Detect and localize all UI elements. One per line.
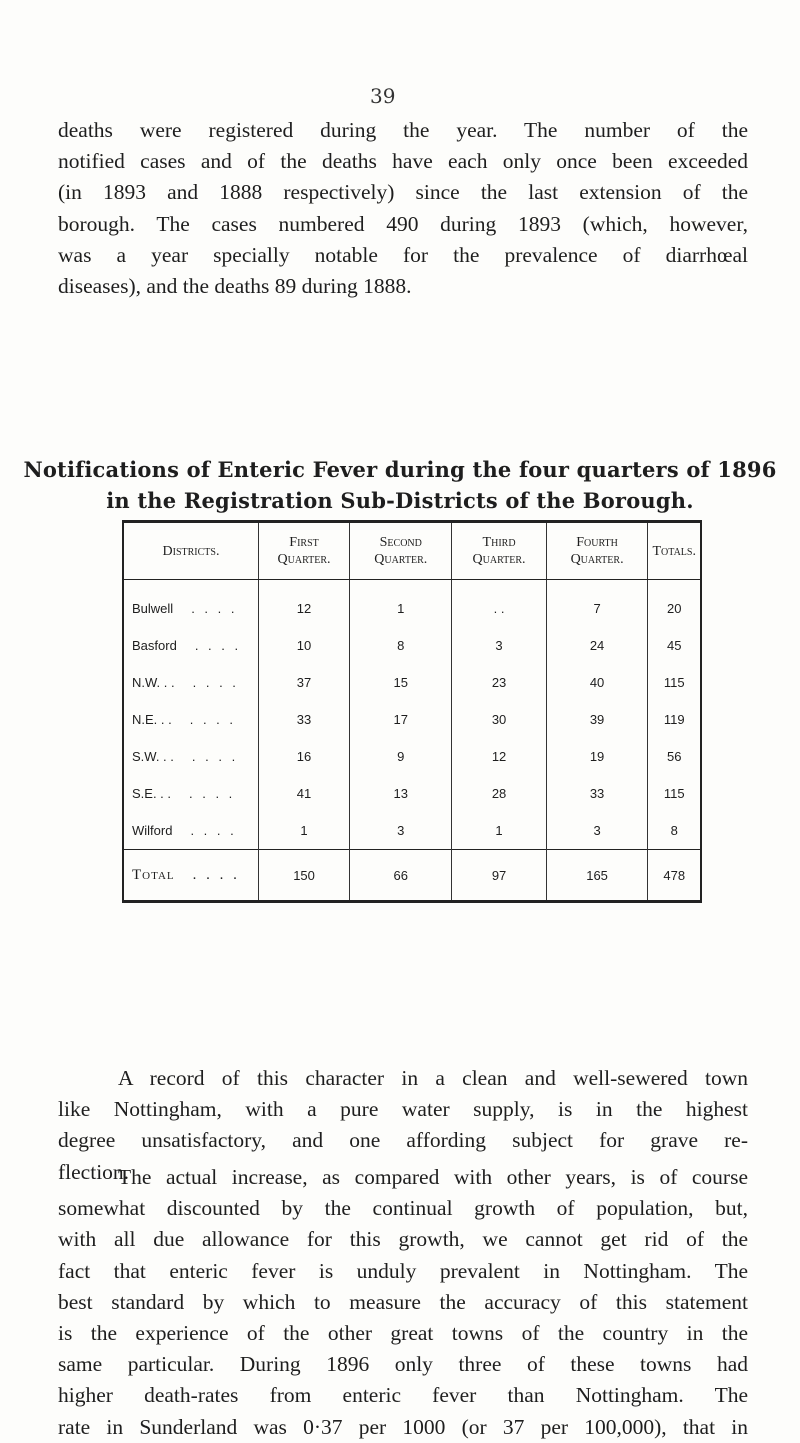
district-cell	[123, 775, 259, 812]
q2-cell: 17	[350, 701, 452, 738]
q4-cell: 33	[546, 775, 648, 812]
text-line: diseases), and the deaths 89 during 1888.	[58, 274, 412, 299]
text-line: is the experience of the other great towns of the country in the	[58, 1321, 748, 1346]
total-label-cell	[123, 850, 259, 902]
q4-cell: 3	[546, 812, 648, 850]
leader-dots: . . . .	[192, 675, 239, 690]
leader-dots: . . . .	[192, 866, 240, 883]
text-line: with all due allowance for this growth, we cannot get rid of the	[58, 1227, 748, 1252]
text-line: A record of this character in a clean and well-sewered town	[118, 1066, 748, 1090]
total-cell: 56	[648, 738, 701, 775]
q2-cell: 8	[350, 627, 452, 664]
column-header-totals: Totals.	[648, 522, 701, 580]
table-row	[123, 775, 701, 812]
district-cell	[123, 664, 259, 701]
paragraph-increase	[58, 1162, 748, 1443]
total-cell: 115	[648, 664, 701, 701]
q4-total-cell: 165	[546, 850, 648, 902]
text-line: flection.	[58, 1159, 130, 1184]
table-row	[123, 812, 701, 850]
table-title-line: Notifications of Enteric Fever during the four quarters of 1896	[23, 457, 777, 482]
q3-cell: 23	[452, 664, 546, 701]
district-name: Wilford	[132, 823, 173, 838]
total-cell: 20	[648, 580, 701, 628]
q4-cell: 7	[546, 580, 648, 628]
leader-dots: . . . .	[190, 823, 237, 838]
table-title	[0, 454, 800, 516]
text-line: higher death-rates from enteric fever than Nottingham. The	[58, 1383, 748, 1408]
leader-dots: . . . .	[191, 601, 238, 616]
text-line: like Nottingham, with a pure water supply, is in the highest	[58, 1097, 748, 1122]
table-row	[123, 627, 701, 664]
q1-total-cell: 150	[259, 850, 350, 902]
total-cell: 115	[648, 775, 701, 812]
q2-cell: 9	[350, 738, 452, 775]
total-cell: 45	[648, 627, 701, 664]
total-label: Total	[132, 866, 175, 883]
district-name: N.E. . .	[132, 712, 172, 727]
q3-cell: . .	[452, 580, 546, 628]
leader-dots: . . . .	[194, 638, 242, 653]
q1-cell: 12	[259, 580, 350, 628]
district-cell	[123, 812, 259, 850]
text-line: The actual increase, as compared with other years, is of course	[118, 1165, 748, 1189]
leader-dots: . . . .	[191, 749, 239, 764]
text-line: best standard by which to measure the accuracy of this statement	[58, 1289, 748, 1314]
page-number: 39	[370, 84, 396, 108]
q2-cell: 3	[350, 812, 452, 850]
column-header-fourth-quarter: Fourth Quarter.	[546, 522, 648, 580]
q1-cell: 1	[259, 812, 350, 850]
district-name: N.W. . .	[132, 675, 175, 690]
enteric-fever-table	[122, 520, 702, 903]
q3-cell: 3	[452, 627, 546, 664]
table-title-line: in the Registration Sub-Districts of the Borough.	[106, 488, 694, 513]
table-row	[123, 664, 701, 701]
district-name: Basford	[132, 638, 177, 653]
district-cell	[123, 738, 259, 775]
q1-cell: 37	[259, 664, 350, 701]
q2-cell: 15	[350, 664, 452, 701]
q3-cell: 1	[452, 812, 546, 850]
district-name: S.W. . .	[132, 749, 174, 764]
district-cell	[123, 701, 259, 738]
table-row	[123, 580, 701, 628]
total-cell: 8	[648, 812, 701, 850]
q2-cell: 13	[350, 775, 452, 812]
intro-paragraph	[58, 115, 748, 302]
district-cell	[123, 580, 259, 628]
q1-cell: 10	[259, 627, 350, 664]
q3-cell: 28	[452, 775, 546, 812]
q3-cell: 12	[452, 738, 546, 775]
column-header-districts: Districts.	[123, 522, 259, 580]
total-cell: 119	[648, 701, 701, 738]
district-name: S.E. . .	[132, 786, 172, 801]
text-line: notified cases and of the deaths have each only once been exceeded	[58, 149, 748, 174]
text-line: somewhat discounted by the continual growth of population, but,	[58, 1196, 748, 1221]
table-row	[123, 738, 701, 775]
text-line: same particular. During 1896 only three of these towns had	[58, 1352, 748, 1377]
district-name: Bulwell	[132, 601, 174, 616]
q4-cell: 39	[546, 701, 648, 738]
text-line: borough. The cases numbered 490 during 1893 (which, however,	[58, 211, 748, 236]
q2-cell: 1	[350, 580, 452, 628]
table-total-row	[123, 850, 701, 902]
q4-cell: 40	[546, 664, 648, 701]
column-header-third-quarter: Third Quarter.	[452, 522, 546, 580]
column-header-first-quarter: First Quarter.	[259, 522, 350, 580]
text-line: fact that enteric fever is unduly prevalent in Nottingham. The	[58, 1258, 748, 1283]
q2-total-cell: 66	[350, 850, 452, 902]
q4-cell: 19	[546, 738, 648, 775]
grand-total-cell: 478	[648, 850, 701, 902]
text-line: deaths were registered during the year. The number of the	[58, 118, 748, 142]
table-header-row	[123, 522, 701, 580]
column-header-second-quarter: Second Quarter.	[350, 522, 452, 580]
text-line: degree unsatisfactory, and one affording subject for grave re-	[58, 1128, 748, 1153]
text-line: was a year specially notable for the prevalence of diarrhœal	[58, 242, 748, 267]
leader-dots: . . . .	[189, 786, 236, 801]
text-line: (in 1893 and 1888 respectively) since the last extension of the	[58, 180, 748, 205]
q3-total-cell: 97	[452, 850, 546, 902]
q1-cell: 16	[259, 738, 350, 775]
q3-cell: 30	[452, 701, 546, 738]
q4-cell: 24	[546, 627, 648, 664]
q1-cell: 33	[259, 701, 350, 738]
text-line: rate in Sunderland was 0·37 per 1000 (or 37 per 100,000), that in	[58, 1414, 748, 1439]
table-row	[123, 701, 701, 738]
q1-cell: 41	[259, 775, 350, 812]
leader-dots: . . . .	[189, 712, 237, 727]
district-cell	[123, 627, 259, 664]
